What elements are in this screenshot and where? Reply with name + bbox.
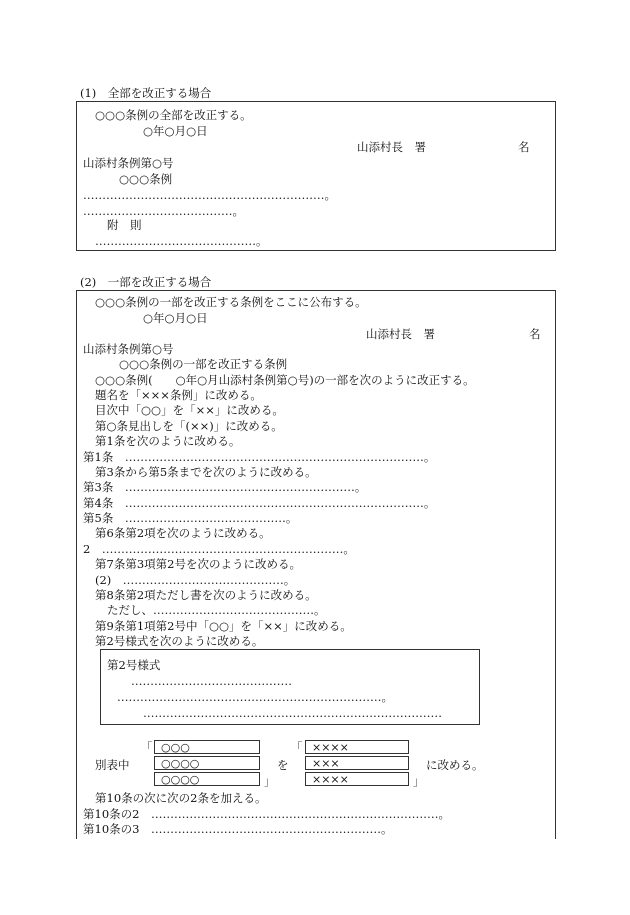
s2-art4: 第4条 ……………………………………………………………………。	[83, 496, 436, 510]
s2-preamble: ○○○条例( ○年○月山添村条例第○号)の一部を次のように改正する。	[95, 373, 475, 387]
s1-date: ○年○月○日	[143, 124, 208, 138]
s2-toc-change: 目次中「○○」を「××」に改める。	[95, 403, 284, 417]
form-line-2: ……………………………………………………………。	[117, 690, 393, 704]
s2-form-intro: 第2号様式を次のように改める。	[95, 634, 264, 648]
section2-heading: (2) 一部を改正する場合	[80, 275, 212, 289]
s2-art9-change: 第9条第1項第2号中「○○」を「××」に改める。	[95, 619, 352, 633]
s1-ordinance-no: 山添村条例第○号	[83, 156, 174, 170]
before-open-quote: 「	[141, 740, 153, 754]
table-connector: を	[277, 758, 289, 772]
s1-ordinance-title: ○○○条例	[119, 172, 173, 186]
s2-art1-intro: 第1条を次のように改める。	[95, 434, 241, 448]
s1-mayor-name: 名	[518, 140, 530, 154]
before-cell: ○○○○	[154, 756, 260, 770]
s2-heading-change: 第○条見出しを「(××)」に改める。	[95, 419, 283, 433]
s1-line-0: ○○○条例の全部を改正する。	[95, 108, 252, 122]
s2-art8-proviso: ただし、……………………………………。	[107, 603, 326, 617]
form-box	[100, 649, 480, 725]
s2-art6-intro: 第6条第2項を次のように改める。	[95, 526, 271, 540]
table-suffix: に改める。	[426, 758, 484, 772]
s2-title-change: 題名を「×××条例」に改める。	[95, 388, 262, 402]
after-cell: ×××	[305, 756, 409, 770]
before-cell: ○○○○	[154, 772, 260, 786]
before-cell: ○○○	[154, 740, 260, 754]
s1-body-1: ………………………………………………………。	[83, 188, 336, 202]
s2-line-0: ○○○条例の一部を改正する条例をここに公布する。	[95, 295, 367, 309]
after-cell: ××××	[305, 740, 409, 754]
section1-box	[76, 101, 556, 251]
section2-box	[76, 290, 556, 839]
s2-art6-para2: 2 ………………………………………………………。	[83, 542, 355, 556]
s2-art7-item2: (2) ……………………………………。	[95, 573, 296, 587]
s2-art10-2: 第10条の2 …………………………………………………………………。	[83, 807, 450, 821]
s2-art5: 第5条 ……………………………………。	[83, 511, 298, 525]
s1-body-2: …………………………………。	[83, 204, 244, 218]
table-label: 別表中	[95, 758, 130, 772]
after-open-quote: 「	[291, 740, 303, 754]
s2-art7-intro: 第7条第3項第2号を次のように改める。	[95, 557, 301, 571]
form-line-1: ……………………………………	[131, 674, 292, 688]
s2-art10-3: 第10条の3 ……………………………………………………。	[83, 822, 393, 836]
before-close-quote: 」	[264, 774, 276, 788]
s2-mayor: 山添村長 署	[366, 327, 435, 341]
s2-ordinance-title: ○○○条例の一部を改正する条例	[119, 357, 288, 371]
s1-supplementary-body: ……………………………………。	[95, 234, 268, 248]
s2-date: ○年○月○日	[143, 311, 208, 325]
s1-supplementary: 附 則	[107, 218, 142, 232]
s1-mayor: 山添村長 署	[357, 140, 426, 154]
form-line-3: ……………………………………………………………………	[143, 706, 442, 720]
s2-art10-intro: 第10条の次に次の2条を加える。	[95, 791, 267, 805]
s2-art3-5-intro: 第3条から第5条までを次のように改める。	[95, 465, 317, 479]
form-title: 第2号様式	[107, 658, 161, 672]
after-close-quote: 」	[413, 774, 425, 788]
section1-heading: (1) 全部を改正する場合	[80, 86, 212, 100]
s2-art8-intro: 第8条第2項ただし書を次のように改める。	[95, 588, 317, 602]
s2-ordinance-no: 山添村条例第○号	[83, 342, 174, 356]
after-cell: ××××	[305, 772, 409, 786]
s2-art1: 第1条 ……………………………………………………………………。	[83, 450, 436, 464]
s2-mayor-name: 名	[529, 327, 541, 341]
s2-art3: 第3条 ……………………………………………………。	[83, 480, 367, 494]
